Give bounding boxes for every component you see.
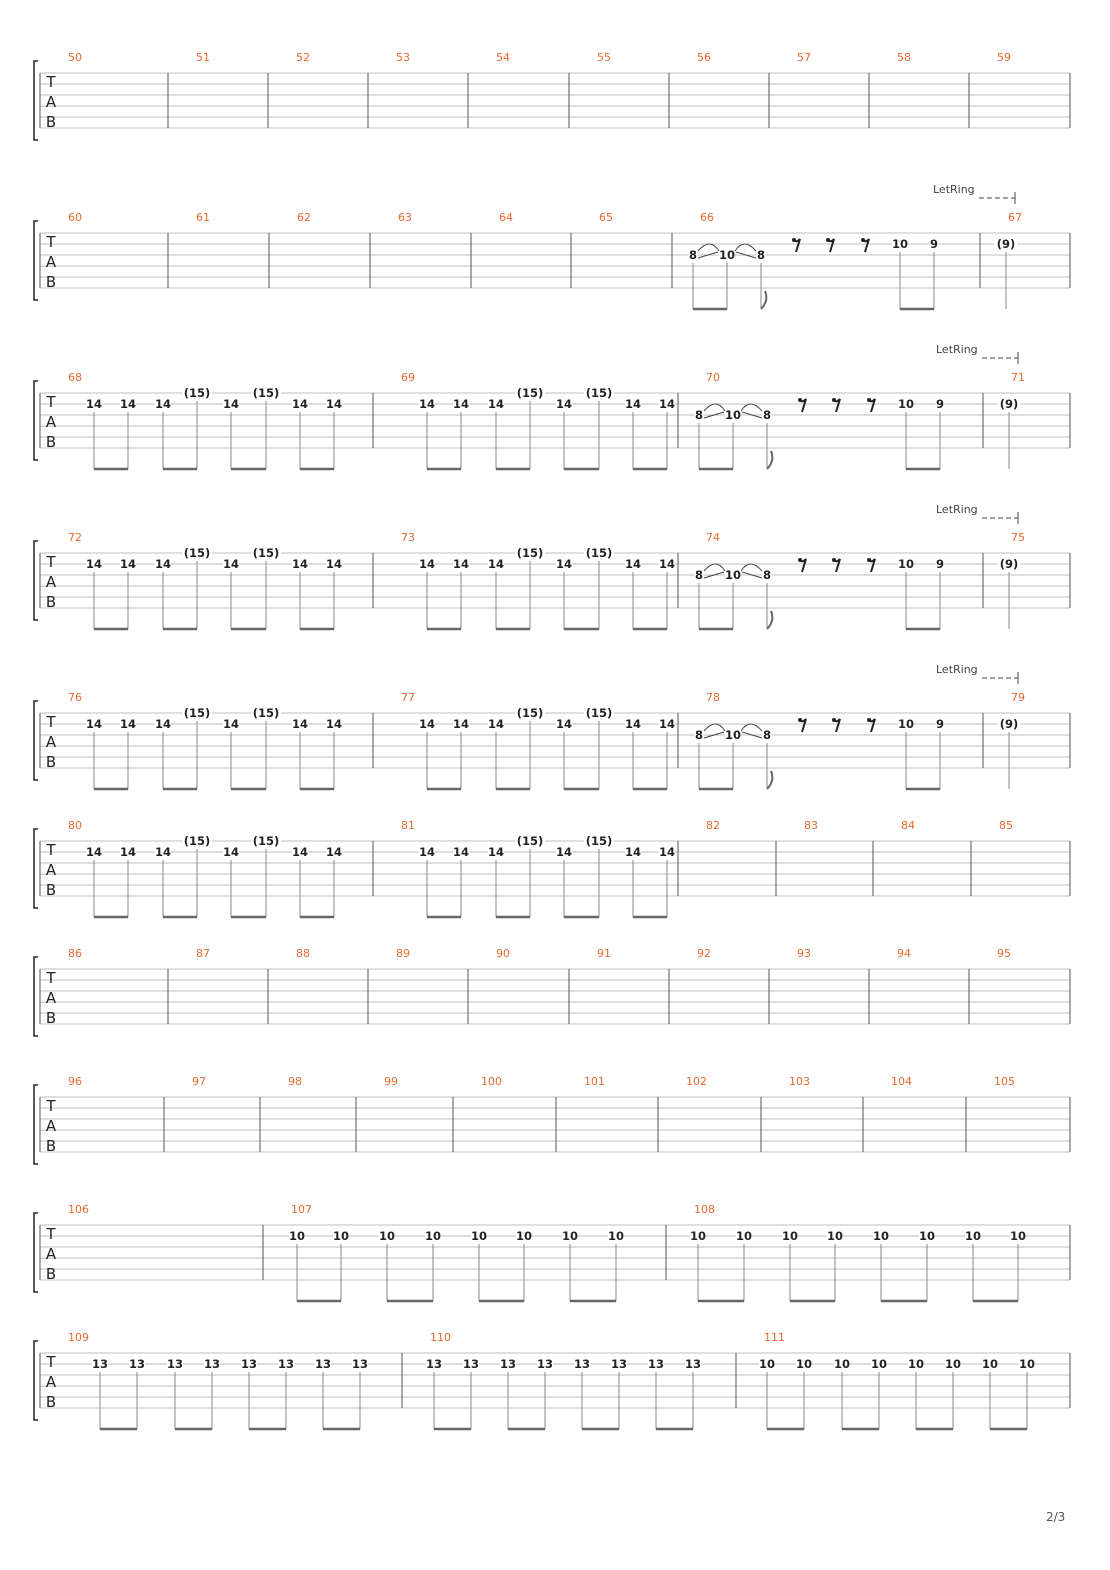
measure-number: 93 — [797, 947, 811, 960]
tab-clef-letter: A — [45, 733, 57, 751]
measure-number: 54 — [496, 51, 510, 64]
eighth-rest-dot — [867, 558, 871, 562]
fret-number: 10 — [288, 1229, 306, 1243]
fret-number: (15) — [252, 834, 280, 848]
tab-clef-letter: B — [45, 593, 57, 611]
measure-number: 50 — [68, 51, 82, 64]
measure-number: 85 — [999, 819, 1013, 832]
system-bracket — [34, 1213, 38, 1292]
measure-number: 70 — [706, 371, 720, 384]
fret-number: 13 — [647, 1357, 665, 1371]
fret-number: 13 — [91, 1357, 109, 1371]
tab-system — [34, 663, 1070, 789]
eighth-rest-dot — [867, 398, 871, 402]
measure-number: 108 — [694, 1203, 715, 1216]
fret-number: (15) — [183, 834, 211, 848]
measure-number: 110 — [430, 1331, 451, 1344]
measure-number: 77 — [401, 691, 415, 704]
fret-number: (9) — [999, 717, 1019, 731]
slur — [741, 404, 762, 411]
let-ring-label: LetRing — [936, 503, 978, 516]
eighth-rest-dot — [798, 398, 802, 402]
measure-number: 84 — [901, 819, 915, 832]
measure-number: 83 — [804, 819, 818, 832]
measure-number: 81 — [401, 819, 415, 832]
fret-number: (15) — [516, 386, 544, 400]
measure-number: 91 — [597, 947, 611, 960]
fret-number: 14 — [452, 845, 470, 859]
fret-number: 9 — [929, 237, 939, 251]
fret-number: (15) — [183, 386, 211, 400]
fret-number: 13 — [536, 1357, 554, 1371]
measure-notes — [998, 717, 1021, 789]
fret-number: (9) — [996, 237, 1016, 251]
measure-notes — [86, 386, 342, 469]
tab-system — [34, 1075, 1070, 1164]
fret-number: 14 — [154, 397, 172, 411]
fret-number: 9 — [935, 557, 945, 571]
measure-notes — [695, 557, 945, 629]
fret-number: 14 — [85, 845, 103, 859]
fret-number: 14 — [222, 845, 240, 859]
fret-number: 13 — [573, 1357, 591, 1371]
fret-number: 10 — [897, 397, 915, 411]
system-bracket — [34, 701, 38, 780]
fret-number: 14 — [119, 397, 137, 411]
measure-number: 78 — [706, 691, 720, 704]
fret-number: 14 — [119, 717, 137, 731]
fret-number: 10 — [515, 1229, 533, 1243]
fret-number: 14 — [222, 557, 240, 571]
eighth-rest-dot — [832, 398, 836, 402]
fret-number: 8 — [694, 408, 704, 422]
tab-clef-letter: B — [45, 881, 57, 899]
tab-system — [34, 1331, 1070, 1429]
measure-number: 62 — [297, 211, 311, 224]
measure-number: 71 — [1011, 371, 1025, 384]
fret-number: (9) — [999, 557, 1019, 571]
fret-number: 14 — [555, 557, 573, 571]
fret-number: 10 — [981, 1357, 999, 1371]
measure-number: 63 — [398, 211, 412, 224]
fret-number: 10 — [826, 1229, 844, 1243]
measure-notes — [419, 386, 675, 469]
fret-number: 14 — [291, 397, 309, 411]
fret-number: 14 — [418, 717, 436, 731]
measure-notes — [690, 1229, 1026, 1301]
fret-number: 14 — [154, 845, 172, 859]
measure-number: 88 — [296, 947, 310, 960]
system-bracket — [34, 61, 38, 140]
measure-number: 87 — [196, 947, 210, 960]
tab-clef-letter: T — [46, 969, 56, 987]
measure-number: 101 — [584, 1075, 605, 1088]
fret-number: 10 — [470, 1229, 488, 1243]
fret-number: (15) — [585, 546, 613, 560]
fret-number: 10 — [795, 1357, 813, 1371]
fret-number: 14 — [222, 397, 240, 411]
fret-number: 10 — [378, 1229, 396, 1243]
measure-number: 95 — [997, 947, 1011, 960]
fret-number: 14 — [658, 717, 676, 731]
fret-number: 10 — [944, 1357, 962, 1371]
measure-notes — [695, 717, 945, 789]
measure-number: 60 — [68, 211, 82, 224]
fret-number: (15) — [585, 706, 613, 720]
measure-number: 80 — [68, 819, 82, 832]
fret-number: 14 — [325, 717, 343, 731]
fret-number: (9) — [999, 397, 1019, 411]
fret-number: 9 — [935, 717, 945, 731]
system-bracket — [34, 957, 38, 1036]
measure-number: 100 — [481, 1075, 502, 1088]
measure-number: 74 — [706, 531, 720, 544]
fret-number: 14 — [291, 717, 309, 731]
fret-number: 13 — [277, 1357, 295, 1371]
note-flag — [761, 291, 766, 309]
fret-number: 8 — [694, 568, 704, 582]
note-flag — [767, 771, 772, 789]
tab-clef-letter: T — [46, 713, 56, 731]
fret-number: 14 — [119, 557, 137, 571]
fret-number: 14 — [658, 845, 676, 859]
tab-clef-letter: A — [45, 1373, 57, 1391]
fret-number: 10 — [561, 1229, 579, 1243]
eighth-rest-dot — [792, 238, 796, 242]
fret-number: 14 — [291, 557, 309, 571]
tab-clef-letter: A — [45, 1245, 57, 1263]
fret-number: 8 — [762, 728, 772, 742]
tab-clef-letter: T — [46, 233, 56, 251]
tab-clef-letter: T — [46, 1097, 56, 1115]
let-ring-label: LetRing — [936, 343, 978, 356]
fret-number: 14 — [418, 845, 436, 859]
measure-number: 56 — [697, 51, 711, 64]
measure-number: 52 — [296, 51, 310, 64]
fret-number: (15) — [252, 706, 280, 720]
measure-number: 82 — [706, 819, 720, 832]
measure-number: 86 — [68, 947, 82, 960]
measure-number: 59 — [997, 51, 1011, 64]
fret-number: 14 — [487, 557, 505, 571]
measure-number: 65 — [599, 211, 613, 224]
fret-number: (15) — [585, 834, 613, 848]
tab-clef-letter: T — [46, 841, 56, 859]
fret-number: 10 — [332, 1229, 350, 1243]
note-flag — [767, 611, 772, 629]
let-ring-label: LetRing — [933, 183, 975, 196]
fret-number: 10 — [918, 1229, 936, 1243]
measure-number: 107 — [291, 1203, 312, 1216]
measure-notes — [92, 1357, 368, 1429]
fret-number: 10 — [781, 1229, 799, 1243]
measure-number: 57 — [797, 51, 811, 64]
tab-clef-letter: T — [46, 73, 56, 91]
tab-clef-letter: B — [45, 1137, 57, 1155]
measure-number: 64 — [499, 211, 513, 224]
fret-number: 13 — [462, 1357, 480, 1371]
fret-number: 14 — [624, 557, 642, 571]
slur — [741, 724, 762, 731]
eighth-rest-dot — [861, 238, 865, 242]
tab-system — [34, 947, 1070, 1036]
tab-system — [34, 503, 1070, 629]
measure-number: 58 — [897, 51, 911, 64]
fret-number: (15) — [516, 546, 544, 560]
fret-number: 10 — [897, 557, 915, 571]
measure-number: 106 — [68, 1203, 89, 1216]
tab-clef-letter: A — [45, 93, 57, 111]
fret-number: 13 — [166, 1357, 184, 1371]
fret-number: 10 — [891, 237, 909, 251]
fret-number: 10 — [724, 728, 742, 742]
fret-number: 8 — [756, 248, 766, 262]
fret-number: 14 — [222, 717, 240, 731]
measure-number: 55 — [597, 51, 611, 64]
measure-number: 94 — [897, 947, 911, 960]
fret-number: 10 — [897, 717, 915, 731]
measure-number: 53 — [396, 51, 410, 64]
fret-number: 13 — [610, 1357, 628, 1371]
eighth-rest-dot — [832, 718, 836, 722]
measure-number: 51 — [196, 51, 210, 64]
fret-number: 14 — [418, 397, 436, 411]
measure-number: 75 — [1011, 531, 1025, 544]
measure-number: 72 — [68, 531, 82, 544]
measure-number: 66 — [700, 211, 714, 224]
fret-number: 13 — [203, 1357, 221, 1371]
eighth-rest-dot — [832, 558, 836, 562]
note-flag — [767, 451, 772, 469]
fret-number: 14 — [487, 397, 505, 411]
measure-number: 69 — [401, 371, 415, 384]
tab-clef-letter: A — [45, 989, 57, 1007]
fret-number: 14 — [154, 557, 172, 571]
tab-system — [34, 51, 1070, 140]
fret-number: 10 — [718, 248, 736, 262]
fret-number: 13 — [128, 1357, 146, 1371]
fret-number: 14 — [452, 557, 470, 571]
measure-number: 98 — [288, 1075, 302, 1088]
tab-clef-letter: B — [45, 1009, 57, 1027]
measure-notes — [689, 237, 939, 309]
let-ring-label: LetRing — [936, 663, 978, 676]
fret-number: 8 — [694, 728, 704, 742]
fret-number: 10 — [907, 1357, 925, 1371]
fret-number: 10 — [833, 1357, 851, 1371]
fret-number: 10 — [870, 1357, 888, 1371]
tab-clef-letter: A — [45, 413, 57, 431]
fret-number: 10 — [758, 1357, 776, 1371]
fret-number: 14 — [119, 845, 137, 859]
measure-notes — [695, 397, 945, 469]
fret-number: 14 — [325, 557, 343, 571]
measure-notes — [998, 397, 1021, 469]
fret-number: 10 — [1018, 1357, 1036, 1371]
tab-clef-letter: T — [46, 1225, 56, 1243]
system-bracket — [34, 381, 38, 460]
slur — [741, 564, 762, 571]
fret-number: 8 — [762, 408, 772, 422]
fret-number: (15) — [516, 834, 544, 848]
measure-number: 111 — [764, 1331, 785, 1344]
measure-notes — [426, 1357, 701, 1429]
fret-number: 10 — [735, 1229, 753, 1243]
fret-number: (15) — [183, 706, 211, 720]
fret-number: 13 — [240, 1357, 258, 1371]
fret-number: 14 — [658, 557, 676, 571]
fret-number: 14 — [452, 397, 470, 411]
tab-system — [34, 1203, 1070, 1301]
fret-number: 14 — [291, 845, 309, 859]
fret-number: 14 — [487, 717, 505, 731]
slur — [704, 564, 725, 571]
slur — [704, 724, 725, 731]
fret-number: 14 — [555, 717, 573, 731]
measure-number: 90 — [496, 947, 510, 960]
measure-notes — [289, 1229, 624, 1301]
fret-number: 8 — [762, 568, 772, 582]
measure-notes — [86, 546, 342, 629]
fret-number: 14 — [487, 845, 505, 859]
fret-number: 10 — [607, 1229, 625, 1243]
measure-notes — [419, 546, 675, 629]
measure-number: 68 — [68, 371, 82, 384]
measure-notes — [995, 237, 1018, 309]
fret-number: 10 — [689, 1229, 707, 1243]
fret-number: 13 — [684, 1357, 702, 1371]
tab-clef-letter: T — [46, 553, 56, 571]
measure-number: 102 — [686, 1075, 707, 1088]
tab-system — [34, 183, 1070, 309]
fret-number: 14 — [85, 557, 103, 571]
measure-number: 105 — [994, 1075, 1015, 1088]
eighth-rest-dot — [798, 718, 802, 722]
measure-number: 99 — [384, 1075, 398, 1088]
fret-number: (15) — [252, 386, 280, 400]
tab-clef-letter: T — [46, 393, 56, 411]
measure-number: 67 — [1008, 211, 1022, 224]
fret-number: 14 — [658, 397, 676, 411]
fret-number: 14 — [624, 845, 642, 859]
fret-number: (15) — [183, 546, 211, 560]
fret-number: 8 — [688, 248, 698, 262]
measure-number: 96 — [68, 1075, 82, 1088]
fret-number: 14 — [624, 397, 642, 411]
fret-number: 13 — [499, 1357, 517, 1371]
tab-clef-letter: A — [45, 1117, 57, 1135]
system-bracket — [34, 829, 38, 908]
slur — [704, 404, 725, 411]
fret-number: 10 — [724, 568, 742, 582]
fret-number: 10 — [1009, 1229, 1027, 1243]
fret-number: 14 — [85, 717, 103, 731]
system-bracket — [34, 1341, 38, 1420]
page-number: 2/3 — [1046, 1510, 1066, 1524]
fret-number: (15) — [252, 546, 280, 560]
system-bracket — [34, 221, 38, 300]
eighth-rest-dot — [867, 718, 871, 722]
tab-system — [34, 343, 1070, 469]
tab-clef-letter: A — [45, 253, 57, 271]
fret-number: 10 — [724, 408, 742, 422]
fret-number: 13 — [351, 1357, 369, 1371]
measure-number: 92 — [697, 947, 711, 960]
fret-number: 14 — [85, 397, 103, 411]
measure-number: 79 — [1011, 691, 1025, 704]
measure-number: 103 — [789, 1075, 810, 1088]
tab-clef-letter: T — [46, 1353, 56, 1371]
fret-number: 10 — [424, 1229, 442, 1243]
measure-notes — [419, 834, 675, 917]
fret-number: 14 — [452, 717, 470, 731]
fret-number: 14 — [624, 717, 642, 731]
fret-number: 14 — [555, 397, 573, 411]
tab-clef-letter: A — [45, 861, 57, 879]
tab-clef-letter: B — [45, 113, 57, 131]
tab-clef-letter: B — [45, 1265, 57, 1283]
fret-number: 10 — [872, 1229, 890, 1243]
fret-number: 13 — [314, 1357, 332, 1371]
system-bracket — [34, 1085, 38, 1164]
tab-system — [34, 819, 1070, 917]
measure-notes — [419, 706, 675, 789]
measure-number: 109 — [68, 1331, 89, 1344]
fret-number: 14 — [418, 557, 436, 571]
measure-notes — [86, 834, 342, 917]
fret-number: (15) — [516, 706, 544, 720]
fret-number: 14 — [325, 397, 343, 411]
measure-notes — [86, 706, 342, 789]
system-bracket — [34, 541, 38, 620]
measure-number: 104 — [891, 1075, 912, 1088]
eighth-rest-dot — [826, 238, 830, 242]
tab-clef-letter: B — [45, 1393, 57, 1411]
fret-number: 13 — [425, 1357, 443, 1371]
fret-number: 14 — [325, 845, 343, 859]
slur — [735, 244, 756, 251]
measure-number: 97 — [192, 1075, 206, 1088]
tab-clef-letter: B — [45, 273, 57, 291]
measure-number: 61 — [196, 211, 210, 224]
tab-clef-letter: B — [45, 433, 57, 451]
fret-number: 14 — [154, 717, 172, 731]
eighth-rest-dot — [798, 558, 802, 562]
fret-number: 14 — [555, 845, 573, 859]
fret-number: 9 — [935, 397, 945, 411]
measure-number: 73 — [401, 531, 415, 544]
slur — [698, 244, 719, 251]
fret-number: (15) — [585, 386, 613, 400]
fret-number: 10 — [964, 1229, 982, 1243]
tab-clef-letter: B — [45, 753, 57, 771]
measure-number: 76 — [68, 691, 82, 704]
measure-notes — [998, 557, 1021, 629]
tab-clef-letter: A — [45, 573, 57, 591]
measure-notes — [759, 1357, 1035, 1429]
measure-number: 89 — [396, 947, 410, 960]
